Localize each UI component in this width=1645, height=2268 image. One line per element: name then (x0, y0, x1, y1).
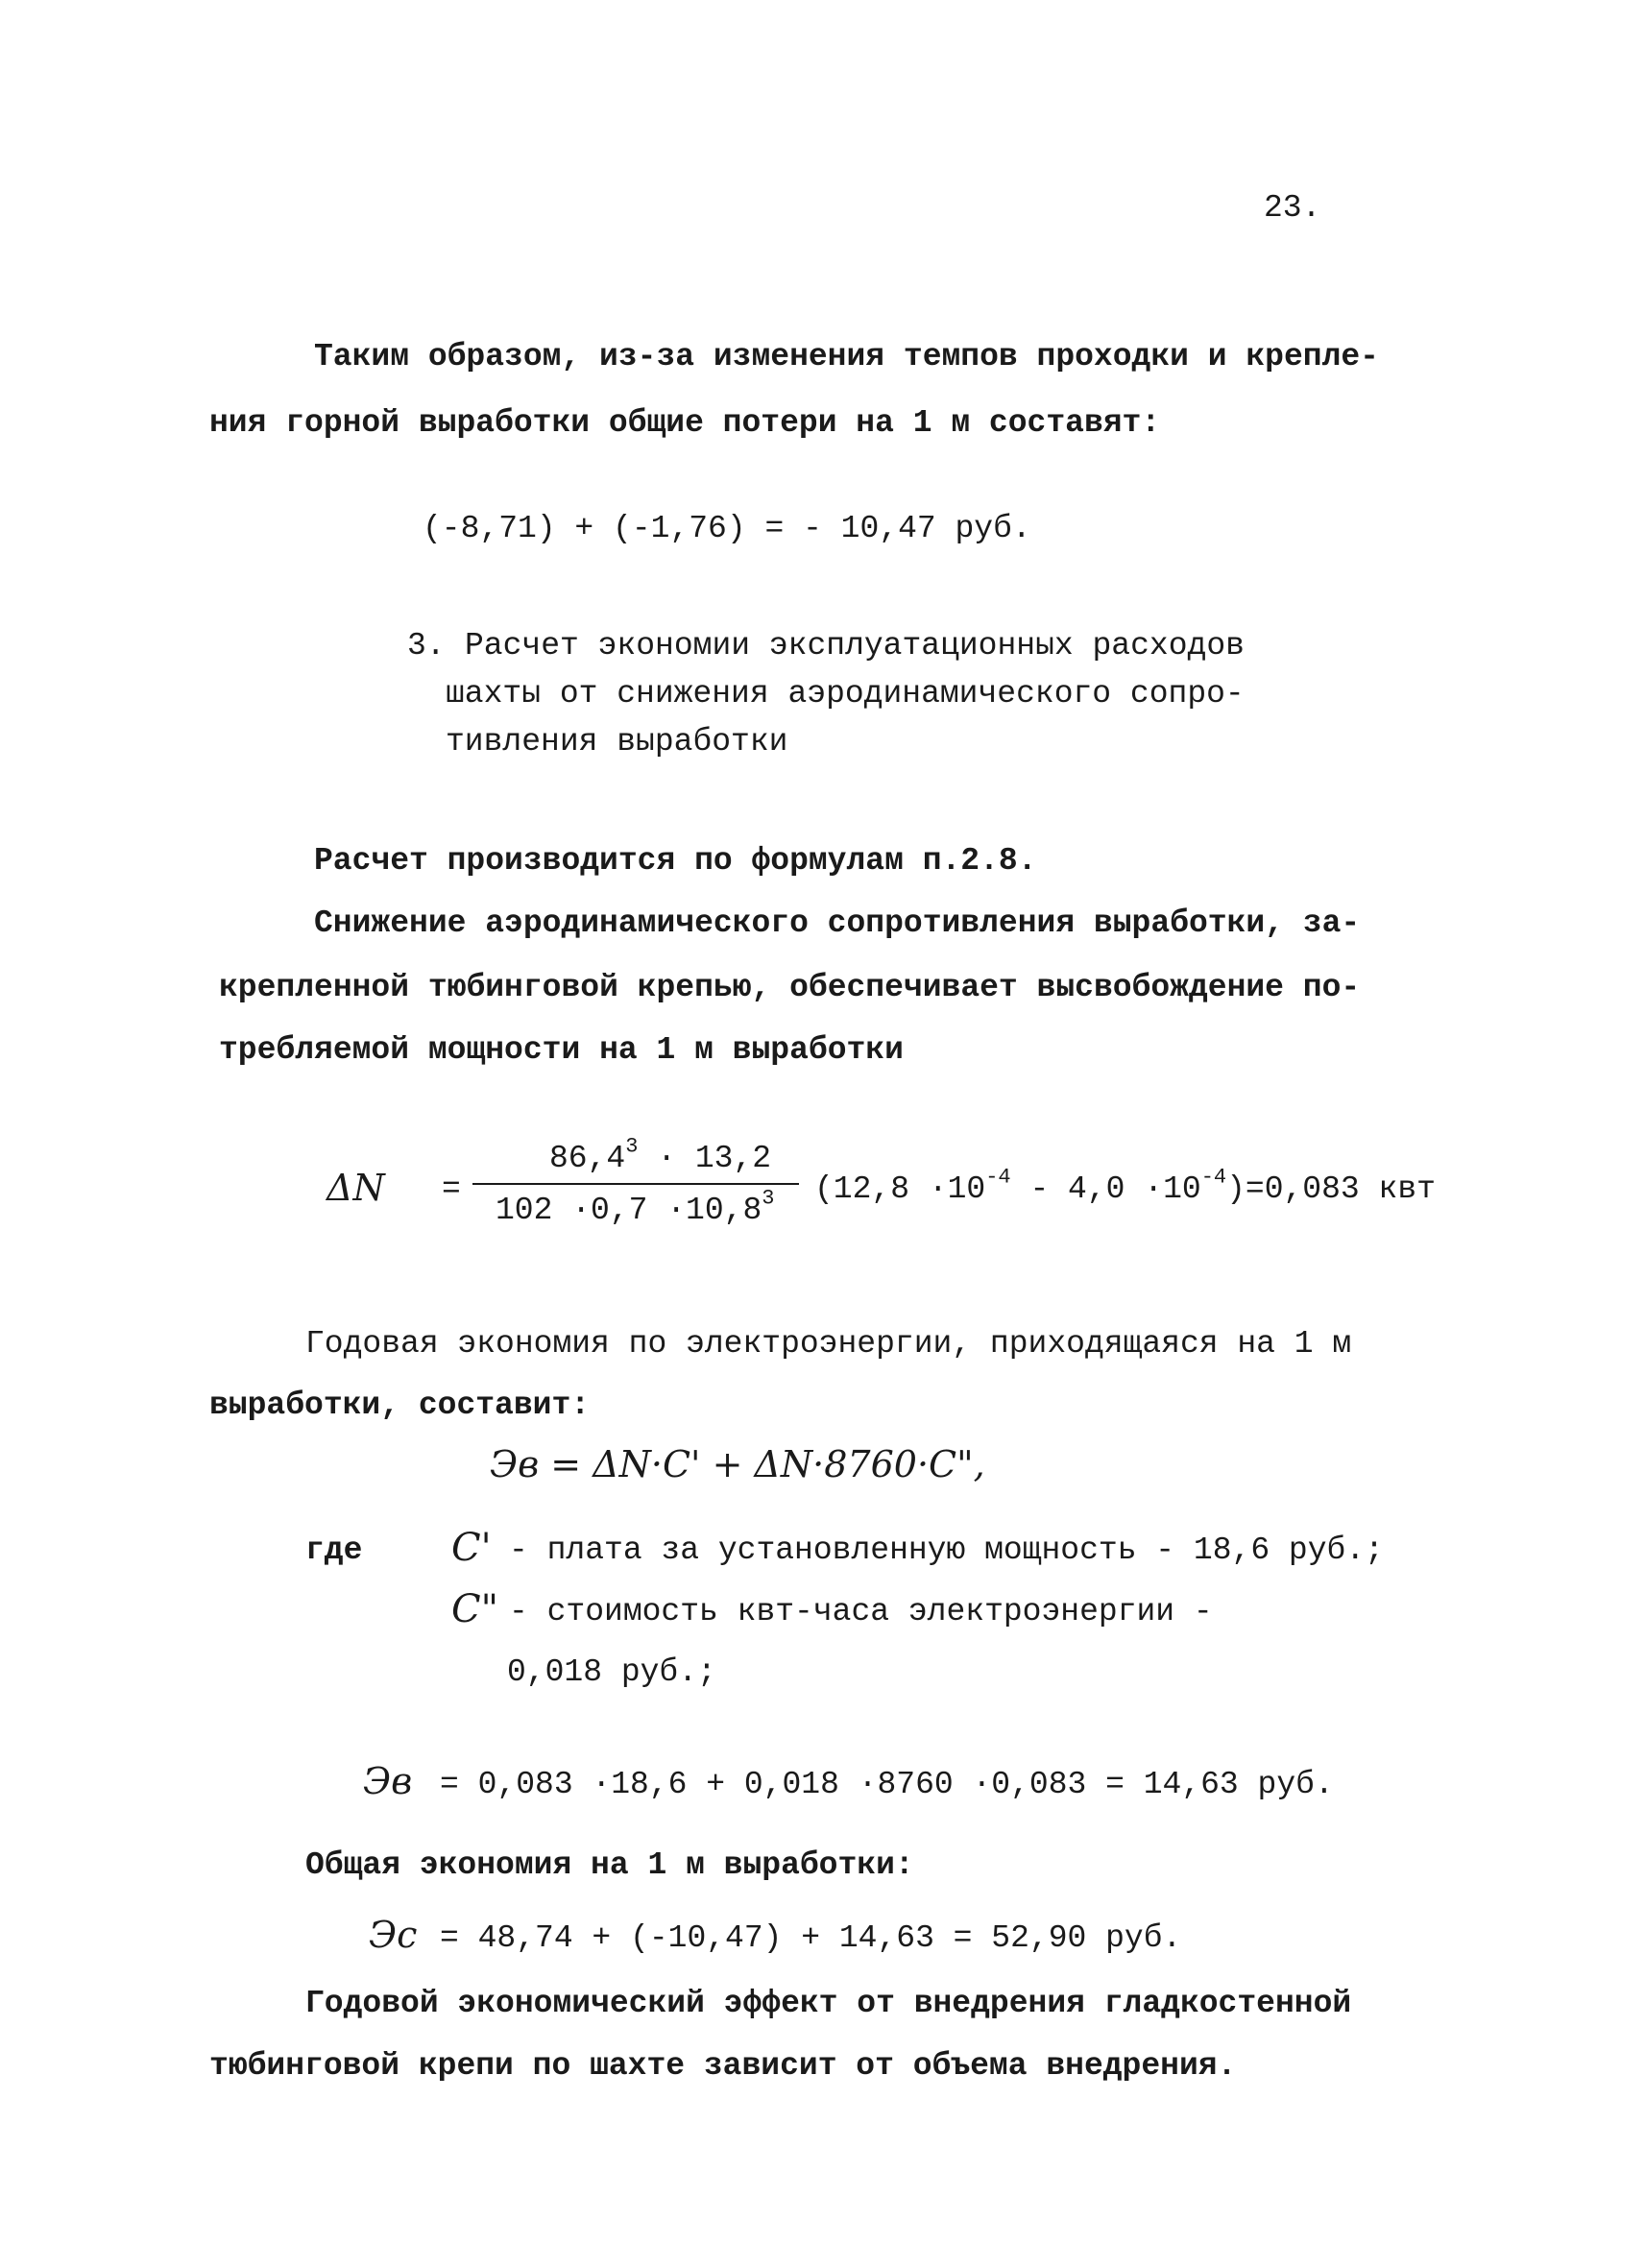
formula-annual-savings-calc: = 0,083 ·18,6 + 0,018 ·8760 ·0,083 = 14,63 руб. (440, 1767, 1334, 1802)
c2-definition: - стоимость квт-часа электроэнергии - (509, 1594, 1213, 1629)
fraction-denominator: $102 \cdot 0,7 \cdot 10,8^3$ (496, 1186, 775, 1228)
formula-tail: $(12,8 \cdot 10^{-4} - 4,0 \cdot 10^{-4})=0,083$ квт (814, 1165, 1436, 1207)
page-number: 23. (1264, 190, 1321, 226)
fraction-bar (472, 1183, 799, 1185)
section-heading-line: шахты от снижения аэродинамического сопро- (446, 676, 1245, 712)
formula-losses: (-8,71) + (-1,76) = - 10,47 руб. (423, 511, 1031, 546)
paragraph-line: Годовой экономический эффект от внедрения гладкостенной (305, 1986, 1352, 2021)
section-heading-line: Расчет экономии эксплуатационных расходов (465, 628, 1245, 664)
paragraph-line: Общая экономия на 1 м выработки: (305, 1847, 914, 1883)
paragraph-line: требляемой мощности на 1 м выработки (219, 1032, 904, 1068)
ec-symbol: Эс (369, 1914, 418, 1956)
paragraph-line: выработки, составит: (209, 1387, 591, 1423)
section-number: 3. (407, 628, 446, 664)
delta-n-symbol: ΔN (327, 1167, 385, 1209)
section-heading-line: тивления выработки (446, 724, 788, 760)
paragraph-line: Годовая экономия по электроэнергии, приходящаяся на 1 м (305, 1326, 1352, 1362)
ee-symbol: Эв (363, 1760, 413, 1802)
formula-annual-savings: Эв = ΔN·C' + ΔN·8760·C", (490, 1443, 985, 1485)
fraction (472, 1134, 799, 1229)
c2-definition-cont: 0,018 руб.; (507, 1654, 716, 1690)
formula-total-savings: = 48,74 + (-10,47) + 14,63 = 52,90 руб. (440, 1920, 1182, 1956)
fraction-numerator: $86,4^3 \cdot 13,2$ (549, 1134, 772, 1176)
c1-definition: - плата за установленную мощность - 18,6 руб.; (509, 1532, 1384, 1568)
c2-symbol: C" (451, 1587, 499, 1631)
paragraph-line: крепленной тюбинговой крепью, обеспечивает высвобождение по- (219, 970, 1361, 1005)
where-word: где (305, 1532, 363, 1568)
equals-sign: = (442, 1171, 461, 1207)
paragraph-line: ния горной выработки общие потери на 1 м составят: (209, 405, 1161, 441)
paragraph-line: Снижение аэродинамического сопротивления выработки, за- (314, 905, 1361, 941)
paragraph-line: тюбинговой крепи по шахте зависит от объема внедрения. (209, 2048, 1237, 2084)
c1-symbol: C' (451, 1526, 492, 1570)
paragraph-line: Расчет производится по формулам п.2.8. (314, 843, 1037, 879)
paragraph-line: Таким образом, из-за изменения темпов проходки и крепле- (314, 339, 1379, 374)
